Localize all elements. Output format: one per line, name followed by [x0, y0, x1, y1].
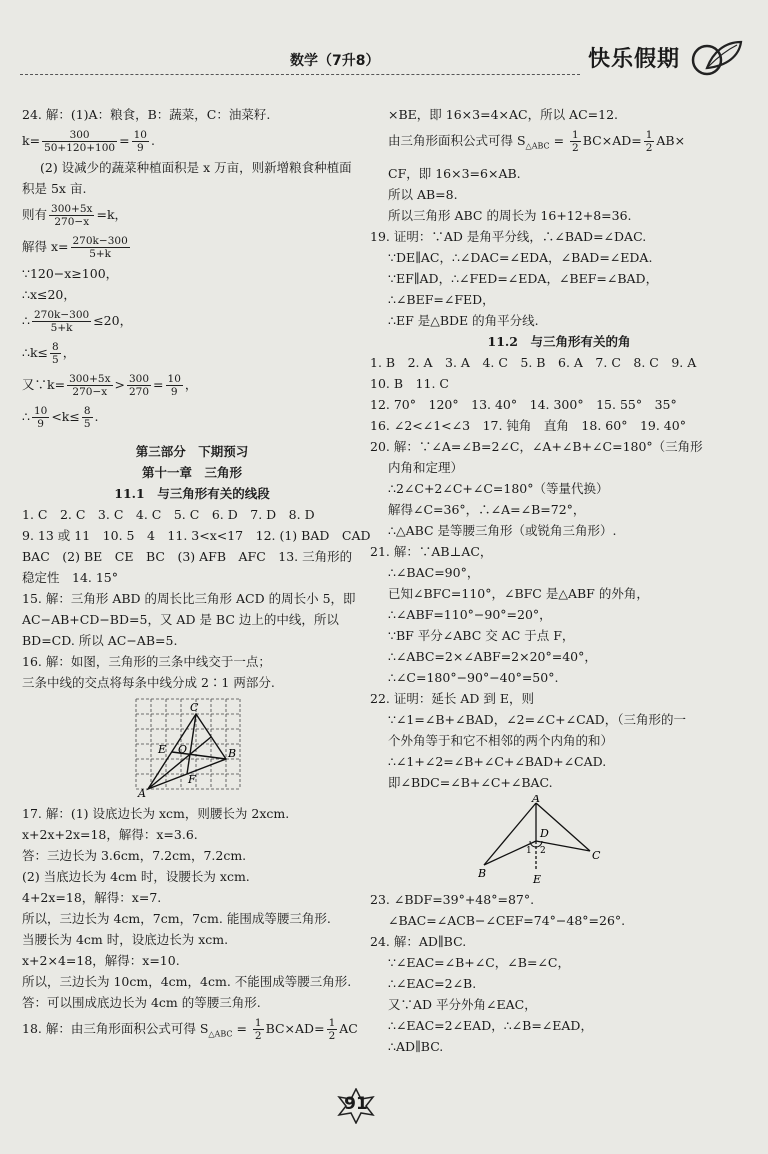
label-b: B [478, 866, 487, 880]
q24r-line2: ∵∠EAC=∠B+∠C，∠B=∠C， [388, 954, 570, 970]
angle-2-label: 2 [540, 845, 546, 856]
q18-cont-line1: ×BE，即 16×3=4×AC，所以 AC=12. [388, 107, 618, 122]
label-e: E [158, 743, 167, 756]
text: AC [339, 1021, 358, 1036]
label-a: A [532, 794, 540, 805]
label-a: A [138, 787, 146, 797]
denominator: 9 [170, 386, 178, 398]
fraction [127, 373, 151, 398]
fraction [166, 373, 183, 398]
text: ∴ [22, 409, 30, 424]
text: AB× [656, 133, 686, 148]
label-d: D [540, 826, 549, 840]
q19-line2: ∵DE∥AC，∴∠DAC=∠EDA，∠BAD=∠EDA. [388, 249, 653, 265]
text: 则有 [22, 207, 48, 222]
denominator: 5 [52, 354, 59, 366]
denominator: 9 [37, 418, 44, 430]
chapter11-title: 第十一章 三角形 [141, 465, 242, 480]
q24-k-formula: k= $\frac{300}{50+120+100}$ = $\frac{10}{9}$ . [22, 129, 155, 154]
r-answers-row-3: 12. 70° 120° 13. 40° 14. 300° 15. 55° 35° [370, 396, 677, 412]
label-o: O [178, 743, 188, 756]
denominator: 270−x [54, 216, 90, 228]
denominator: 50+120+100 [44, 142, 116, 154]
fraction [49, 203, 94, 228]
numerator: 300+5x [51, 203, 93, 215]
text: = [549, 133, 569, 148]
q18-cont-line2 [370, 125, 748, 163]
q17-line1: 17. 解：(1) 设底边长为 xcm，则腰长为 2xcm. [22, 806, 290, 821]
q20-line5: ∴△ABC 是等腰三角形（或锐角三角形）. [388, 522, 617, 538]
numerator: 8 [83, 405, 91, 417]
q24-k-le: ∴k≤ $\frac{8}{5}$ ， [22, 341, 76, 366]
numerator: 1 [328, 1017, 336, 1029]
q17-line8: x+2×4=18，解得：x=10. [22, 953, 180, 968]
denominator: 2 [254, 1030, 262, 1042]
numerator: 270k−300 [33, 309, 90, 321]
q20-line3: ∴2∠C+2∠C+∠C=180°（等量代换） [388, 480, 609, 496]
q21-line6: ∴∠ABC=2×∠ABF=2×20°=40°， [388, 648, 597, 664]
q15-line3: BD=CD. 所以 AC−AB=5. [22, 633, 178, 648]
exterior-angle-figure [478, 795, 608, 885]
median-triangle-figure [134, 697, 242, 797]
numerator: 300 [42, 129, 117, 142]
q24r-line6: ∴AD∥BC. [388, 1038, 444, 1054]
q24r-line1: 24. 解：AD∥BC. [370, 933, 467, 949]
text: 又∵k= [22, 377, 66, 392]
denominator: 5 [83, 418, 91, 430]
label-e: E [533, 872, 542, 885]
q19-line1: 19. 证明：∵AD 是角平分线，∴∠BAD=∠DAC. [370, 228, 647, 244]
fraction [50, 341, 61, 366]
fraction [32, 309, 91, 334]
answers-row-1: 1. C 2. C 3. C 4. C 5. C 6. D 7. D 8. D [22, 507, 315, 522]
denominator: 5+k [89, 248, 112, 260]
numerator: 1 [254, 1017, 262, 1029]
angle-1-label: 1 [526, 845, 532, 856]
q22-line5: 即∠BDC=∠B+∠C+∠BAC. [388, 774, 553, 790]
text: k= [22, 133, 41, 148]
numerator: 1 [645, 129, 653, 141]
q16-line1: 16. 解：如图，三角形的三条中线交于一点； [22, 654, 271, 669]
denominator: 270−x [72, 386, 108, 398]
q24r-line5: ∴∠EAC=2∠EAD，∴∠B=∠EAD， [388, 1017, 593, 1033]
left-column [22, 104, 371, 1051]
q18-cont-line4: 所以 AB=8. [388, 186, 458, 202]
q22-line4: ∴∠1+∠2=∠B+∠C+∠BAD+∠CAD. [388, 753, 607, 769]
denominator: 270 [129, 386, 150, 398]
q18-line1 [22, 1013, 362, 1051]
fraction [67, 373, 112, 398]
q18-cont-line3: CF，即 16×3=6×AB. [388, 165, 521, 181]
leaf-logo-icon [685, 38, 745, 78]
page-header [20, 40, 750, 80]
q17-line5: 4+2x=18，解得：x=7. [22, 890, 162, 905]
text: 由三角形面积公式可得 S [388, 133, 526, 148]
page-footer [336, 1088, 376, 1128]
q19-line4: ∴∠BEF=∠FED， [388, 291, 495, 307]
q24r-line4: 又∵AD 平分外角∠EAC， [388, 996, 537, 1012]
text: 18. 解：由三角形面积公式可得 S [22, 1021, 209, 1036]
fraction [327, 1017, 338, 1042]
numerator: 1 [572, 129, 579, 141]
q20-line4: 解得∠C=36°，∴∠A=∠B=72°， [388, 501, 586, 517]
q23-line1: 23. ∠BDF=39°+48°=87°. [370, 891, 535, 907]
q21-line4: ∴∠ABF=110°−90°=20°， [388, 606, 552, 622]
q24r-line3: ∴∠EAC=2∠B. [388, 975, 477, 991]
fraction [82, 405, 93, 430]
fraction [132, 129, 149, 154]
q24-part2-line2: 积是 5x 亩. [22, 181, 87, 196]
q15-line1: 15. 解：三角形 ABD 的周长比三角形 ACD 的周长小 5，即 [22, 591, 356, 606]
subscript: △ABC [208, 1029, 233, 1039]
text: ∴ [22, 313, 30, 328]
q17-line6: 所以，三边长为 4cm，7cm，7cm. 能围成等腰三角形. [22, 911, 331, 926]
denominator: 5+k [50, 322, 73, 334]
label-c: C [592, 848, 601, 862]
q20-line2: 内角和定理） [388, 459, 464, 475]
q23-line2: ∠BAC=∠ACB−∠CEF=74°−48°=26°. [388, 912, 626, 928]
text: = [119, 133, 130, 148]
section-11-1-title: 11.1 与三角形有关的线段 [114, 486, 270, 501]
q17-line4: (2) 当底边长为 4cm 时，设腰长为 xcm. [22, 869, 250, 884]
fraction [71, 235, 130, 260]
fraction [570, 129, 581, 154]
q16-line2: 三条中线的交点将每条中线分成 2∶1 两部分. [22, 675, 275, 690]
label-b: B [228, 747, 237, 760]
numerator: 10 [133, 129, 147, 141]
q17-line7: 当腰长为 4cm 时，设底边长为 xcm. [22, 932, 229, 947]
denominator: 2 [645, 142, 653, 154]
q22-line1: 22. 证明：延长 AD 到 E，则 [370, 690, 534, 706]
q21-line1: 21. 解：∵AB⊥AC， [370, 543, 493, 559]
text: ∴k≤ [22, 345, 49, 360]
q22-line3: 个外角等于和它不相邻的两个内角的和） [388, 732, 614, 748]
q24-inequality [22, 305, 362, 337]
answers-row-2: 9. 13 或 11 10. 5 4 11. 3<x<17 12. (1) BAD CAD [22, 528, 371, 543]
text: =k， [96, 207, 128, 222]
numerator: 270k−300 [72, 235, 128, 247]
q24-final: ∴ $\frac{10}{9}$ <k≤ $\frac{8}{5}$ . [22, 405, 99, 430]
q17-line9: 所以，三边长为 10cm，4cm，4cm. 不能围成等腰三角形. [22, 974, 352, 989]
fraction [644, 129, 655, 154]
r-answers-row-4: 16. ∠2<∠1<∠3 17. 钝角 直角 18. 60° 19. 40° [370, 417, 686, 433]
q24-since: ∵120−x≥100， [22, 266, 119, 281]
q18-cont-line5: 所以三角形 ABC 的周长为 16+12+8=36. [388, 207, 632, 223]
q21-line3: 已知∠BFC=110°，∠BFC 是△ABF 的外角， [388, 585, 649, 601]
q21-line7: ∴∠C=180°−90°−40°=50°. [388, 669, 559, 685]
fraction [253, 1017, 264, 1042]
q21-line5: ∵BF 平分∠ABC 交 AC 于点 F， [388, 627, 575, 643]
numerator: 8 [52, 341, 59, 353]
answers-row-4: 稳定性 14. 15° [22, 570, 119, 585]
header-brand: 快乐假期 [588, 47, 681, 72]
numerator: 300+5x [69, 373, 111, 385]
q20-line1: 20. 解：∵∠A=∠B=2∠C，∠A+∠B+∠C=180°（三角形 [370, 438, 703, 454]
text: 解得 x= [22, 239, 69, 254]
fraction [42, 129, 117, 154]
text: = [232, 1021, 251, 1036]
q17-line10: 答：可以围成底边长为 4cm 的等腰三角形. [22, 995, 261, 1010]
answers-row-3: BAC (2) BE CE BC (3) AFB AFC 13. 三角形的 [22, 549, 353, 564]
numerator: 10 [33, 405, 48, 417]
text: BC×AD= [582, 133, 642, 148]
text: BC×AD= [265, 1021, 325, 1036]
fraction [32, 405, 49, 430]
q17-line3: 答：三边长为 3.6cm，7.2cm，7.2cm. [22, 848, 247, 863]
q24-part2-line1: (2) 设减少的蔬菜种植面积是 x 万亩，则新增粮食种植面 [40, 160, 352, 175]
subscript: △ABC [525, 141, 550, 151]
numerator: 10 [167, 373, 181, 385]
q24-equation1 [22, 199, 362, 231]
q21-line2: ∴∠BAC=90°， [388, 564, 480, 580]
denominator: 9 [136, 142, 144, 154]
label-f: F [188, 773, 196, 786]
q24-also: 又∵k= $\frac{300+5x}{270-x}$ > $\frac{300}{270}$ = $\frac{10}{9}$ ， [22, 373, 198, 398]
right-column [370, 104, 748, 1057]
label-c: C [190, 701, 199, 714]
denominator: 2 [572, 142, 579, 154]
q24-solve-x [22, 231, 362, 263]
part3-title: 第三部分 下期预习 [135, 444, 249, 459]
text: ≤20， [93, 313, 133, 328]
r-answers-row-1: 1. B 2. A 3. A 4. C 5. B 6. A 7. C 8. C 9. A [370, 354, 697, 370]
q24-part1: 24. 解：(1)A：粮食，B：蔬菜，C：油菜籽. [22, 107, 271, 122]
numerator: 300 [129, 373, 150, 385]
page-number: 91 [344, 1094, 368, 1114]
q22-line2: ∵∠1=∠B+∠BAD，∠2=∠C+∠CAD，（三角形的一 [388, 711, 686, 727]
q15-line2: AC−AB+CD−BD=5，又 AD 是 BC 边上的中线，所以 [22, 612, 339, 627]
q19-line5: ∴EF 是△BDE 的角平分线. [388, 312, 539, 328]
section-11-2-title: 11.2 与三角形有关的角 [487, 333, 631, 349]
q19-line3: ∵EF∥AD，∴∠FED=∠EDA，∠BEF=∠BAD， [388, 270, 659, 286]
q24-x-le: ∴x≤20， [22, 287, 76, 302]
denominator: 2 [328, 1030, 336, 1042]
text: = [153, 377, 164, 392]
r-answers-row-2: 10. B 11. C [370, 375, 449, 391]
header-rule [20, 74, 580, 75]
q17-line2: x+2x+2x=18，解得：x=3.6. [22, 827, 198, 842]
header-subject: 数学（7升8） [290, 53, 380, 69]
